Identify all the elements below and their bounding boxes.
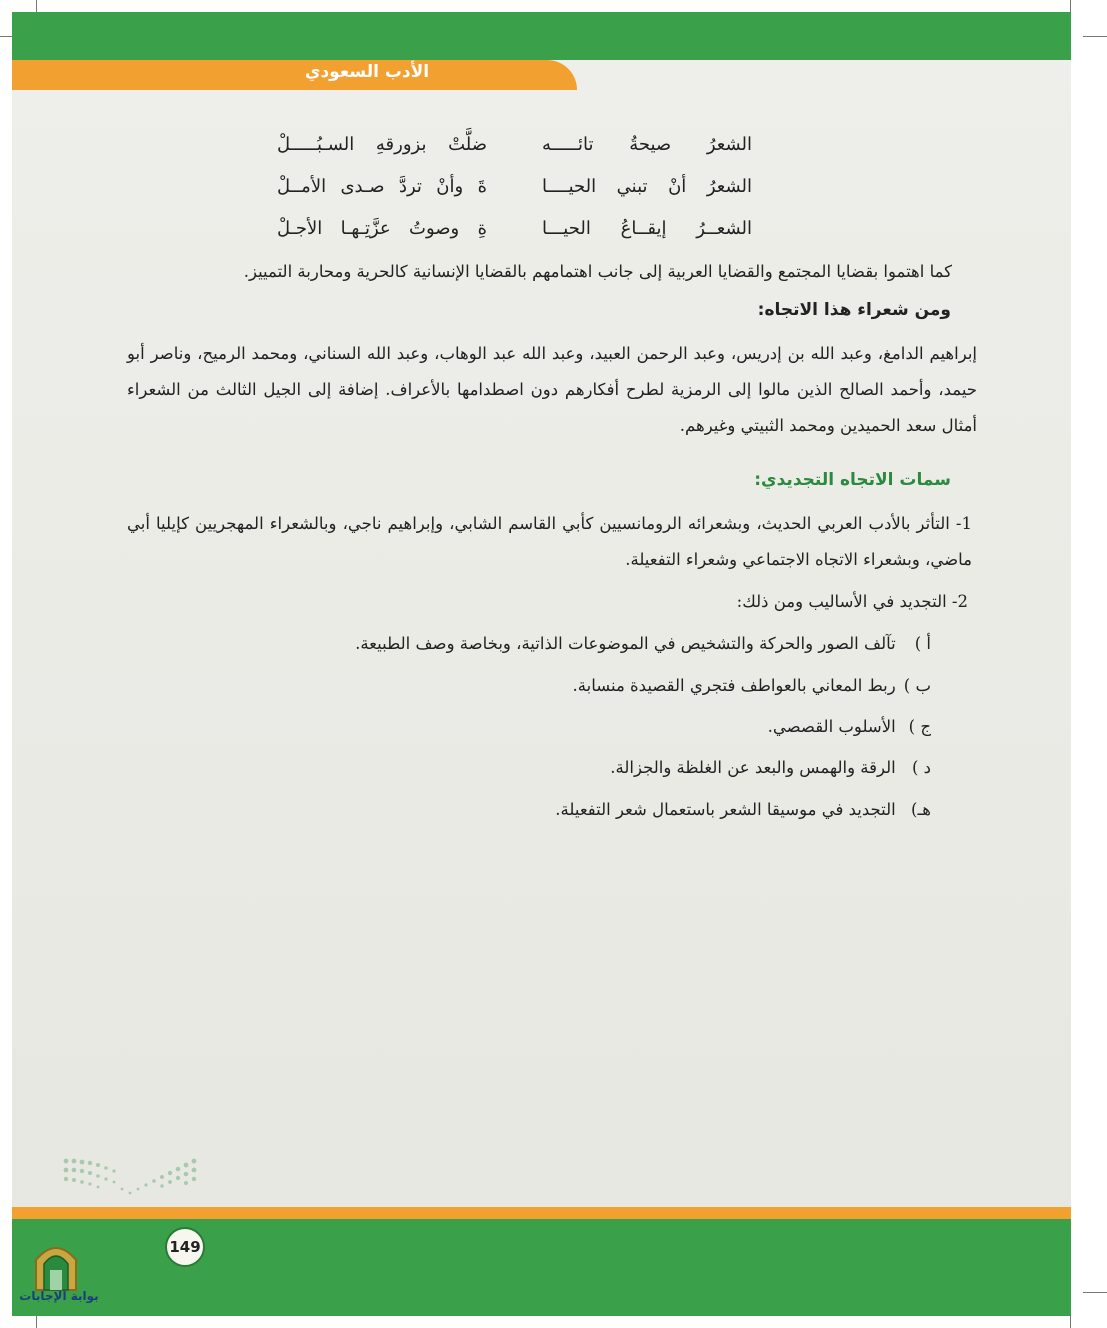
sub-item-c <box>768 717 931 736</box>
verse-second-hemistich: ةِ وصوتُ عزَّتِـهـا الأجـلْ <box>277 218 487 239</box>
verse-first-hemistich: الشعرُ أنْ تبني الحيــــا <box>542 176 752 197</box>
sub-item-marker: د ) <box>911 758 931 777</box>
ministry-logo-dots <box>62 1157 202 1201</box>
verse-second-hemistich: ةَ وأنْ تردَّ صـدى الأمــلْ <box>277 176 487 197</box>
verse-first-hemistich: الشعرُ صيحةُ تائـــــه <box>542 134 752 155</box>
crop-mark <box>1083 1292 1107 1293</box>
sub-item-marker: ج ) <box>908 717 931 736</box>
page-number: 149 <box>165 1227 205 1267</box>
poem-verse <box>252 176 752 218</box>
sub-item-text: ربط المعاني بالعواطف فتجري القصيدة منسابة. <box>572 676 896 695</box>
verse-second-hemistich: ضلَّتْ بزورقهِ السـبُـــــلْ <box>277 134 487 155</box>
sub-item-text: الرقة والهمس والبعد عن الغلظة والجزالة. <box>610 758 896 777</box>
paragraph-social-issues: كما اهتموا بقضايا المجتمع والقضايا العربية إلى جانب اهتمامهم بالقضايا الإنسانية كالحرية ومحاربة التمييز. <box>243 262 952 281</box>
sub-item-b <box>573 676 931 695</box>
watermark-gate-icon <box>30 1240 82 1292</box>
footer-orange-band <box>12 1207 1071 1219</box>
verse-first-hemistich: الشعــرُ إيقــاعُ الحيـــا <box>542 218 752 239</box>
sub-item-a <box>355 634 931 653</box>
poem-verse <box>252 134 752 176</box>
sub-item-marker: هـ) <box>911 800 931 819</box>
sub-item-text: تآلف الصور والحركة والتشخيص في الموضوعات الذاتية، وبخاصة وصف الطبيعة. <box>355 634 896 653</box>
sub-item-e <box>555 800 931 819</box>
sub-item-text: الأسلوب القصصي. <box>767 717 896 736</box>
sub-item-marker: أ ) <box>914 634 931 653</box>
feature-item-2: 2- التجديد في الأساليب ومن ذلك: <box>736 592 968 611</box>
watermark-label: بوابة الإجابات <box>19 1289 99 1303</box>
sub-item-text: التجديد في موسيقا الشعر باستعمال شعر التفعيلة. <box>555 800 896 819</box>
sub-item-d <box>610 758 931 777</box>
feature-item-1: 1- التأثر بالأدب العربي الحديث، وبشعرائه الرومانسيين كأبي القاسم الشابي، وإبراهيم ناجي، وبالشعراء المهجريين كإيليا أبي ماضي، وبشعراء الاتجاه الاجتماعي وشعراء التفعيلة. <box>127 514 972 569</box>
book-page <box>12 12 1071 1316</box>
paragraph-poets: إبراهيم الدامغ، وعبد الله بن إدريس، وعبد الرحمن العبيد، وعبد الله عبد الوهاب، وعبد الله السناني، ومحمد الرميح، وناصر أبو حيمد، وأحمد الصالح الذين مالوا إلى الرمزية لطرح أفكارهم دون اصطدامها بالأعراف. إضافة إلى الجيل الثالث من الشعراء أمثال سعد الحميدين ومحمد الثبيتي وغيرهم. <box>127 344 977 435</box>
crop-mark <box>1083 36 1107 37</box>
poem <box>252 134 752 260</box>
heading-poets: ومن شعراء هذا الاتجاه: <box>757 300 951 320</box>
sub-item-marker: ب ) <box>903 676 931 695</box>
heading-features: سمات الاتجاه التجديدي: <box>754 470 951 490</box>
header-green-band <box>12 12 1071 60</box>
book-title: الأدب السعودي <box>304 62 430 82</box>
